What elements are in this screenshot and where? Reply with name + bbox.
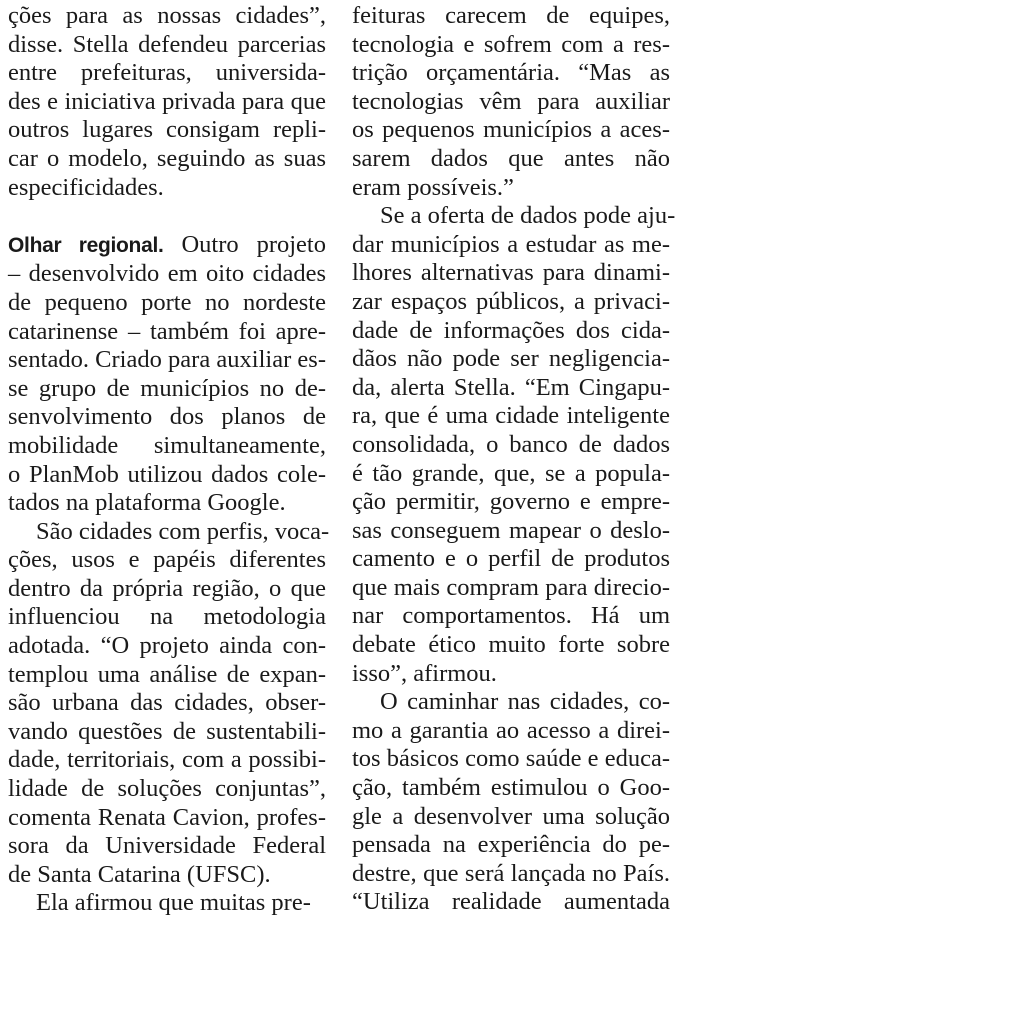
text-line: debate ético muito forte sobre xyxy=(352,631,670,659)
paragraph-continuation xyxy=(8,2,326,202)
text-line: feituras carecem de equipes, xyxy=(352,2,670,29)
text-line: ção permitir, governo e empre- xyxy=(352,488,670,516)
text-line: da, alerta Stella. “Em Cingapu- xyxy=(352,373,670,401)
article-column-right xyxy=(352,2,676,917)
text-line: vando questões de sustentabili- xyxy=(8,717,326,745)
text-line: ções para as nossas cidades”, xyxy=(8,2,326,29)
text-line: se grupo de municípios no de- xyxy=(8,374,326,402)
text-line: nar comportamentos. Há um xyxy=(352,602,670,630)
text-line: os pequenos municípios a aces- xyxy=(352,116,670,144)
text-line: dade, territoriais, com a possibi- xyxy=(8,746,326,774)
text-line: car o modelo, seguindo as suas xyxy=(8,144,326,172)
text-line: – desenvolvido em oito cidades xyxy=(8,260,326,288)
paragraph-olhar-regional xyxy=(8,231,326,518)
text-line-kicker xyxy=(8,231,326,261)
text-line: sarem dados que antes não xyxy=(352,144,670,172)
paragraph-caminhar xyxy=(352,688,670,917)
text-line: lidade de soluções conjuntas”, xyxy=(8,775,326,803)
text-line: tecnologia e sofrem com a res- xyxy=(352,30,670,58)
text-line: ra, que é uma cidade inteligente xyxy=(352,402,670,430)
text-line: isso”, afirmou. xyxy=(352,659,497,687)
text-line: mo a garantia ao acesso a direi- xyxy=(352,716,670,744)
article-column-left xyxy=(8,2,330,918)
text-fragment: Outro projeto xyxy=(163,230,326,258)
text-line: “Utiliza realidade aumentada xyxy=(352,888,670,916)
text-line: trição orçamentária. “Mas as xyxy=(352,59,670,87)
text-line: adotada. “O projeto ainda con- xyxy=(8,632,326,660)
text-line: sas conseguem mapear o deslo- xyxy=(352,516,670,544)
text-line: especificidades. xyxy=(8,173,164,201)
text-line: zar espaços públicos, a privaci- xyxy=(352,287,670,315)
text-line: sentado. Criado para auxiliar es- xyxy=(8,346,326,374)
text-line: O caminhar nas cidades, co- xyxy=(380,688,670,716)
text-line: tos básicos como saúde e educa- xyxy=(352,745,670,773)
paragraph-ela-afirmou xyxy=(8,889,326,918)
section-kicker: Olhar regional. xyxy=(8,233,164,257)
text-line: des e iniciativa privada para que xyxy=(8,87,326,115)
text-line: de Santa Catarina (UFSC). xyxy=(8,860,271,888)
text-line: tados na plataforma Google. xyxy=(8,489,286,517)
text-line: é tão grande, que, se a popula- xyxy=(352,459,670,487)
text-line: São cidades com perfis, voca- xyxy=(36,517,330,545)
text-line: camento e o perfil de produtos xyxy=(352,545,670,573)
text-line: dentro da própria região, o que xyxy=(8,574,326,602)
text-line: são urbana das cidades, obser- xyxy=(8,689,326,717)
text-line: Ela afirmou que muitas pre- xyxy=(36,889,311,917)
text-line: destre, que será lançada no País. xyxy=(352,859,670,887)
text-line: dãos não pode ser negligencia- xyxy=(352,345,670,373)
text-line: comenta Renata Cavion, profes- xyxy=(8,803,326,831)
text-line: outros lugares consigam repli- xyxy=(8,116,326,144)
text-line: o PlanMob utilizou dados cole- xyxy=(8,460,326,488)
section-spacer xyxy=(8,202,326,231)
text-line: pensada na experiência do pe- xyxy=(352,831,670,859)
text-line: de pequeno porte no nordeste xyxy=(8,288,326,316)
text-line: mobilidade simultaneamente, xyxy=(8,431,326,459)
text-line: sora da Universidade Federal xyxy=(8,832,326,860)
text-line: dade de informações dos cida- xyxy=(352,316,670,344)
text-line: consolidada, o banco de dados xyxy=(352,430,670,458)
text-line: entre prefeituras, universida- xyxy=(8,59,326,87)
text-line: gle a desenvolver uma solução xyxy=(352,802,670,830)
text-line: disse. Stella defendeu parcerias xyxy=(8,30,326,58)
text-line: senvolvimento dos planos de xyxy=(8,403,326,431)
text-line: influenciou na metodologia xyxy=(8,603,326,631)
text-line: catarinense – também foi apre- xyxy=(8,317,326,345)
text-line: tecnologias vêm para auxiliar xyxy=(352,87,670,115)
text-line: ções, usos e papéis diferentes xyxy=(8,546,326,574)
text-line: Se a oferta de dados pode aju- xyxy=(380,202,676,230)
paragraph-continuation xyxy=(352,2,670,202)
paragraph-oferta-de-dados xyxy=(352,202,676,688)
text-line: dar municípios a estudar as me- xyxy=(352,230,670,258)
text-line: ção, também estimulou o Goo- xyxy=(352,774,670,802)
text-line: que mais compram para direcio- xyxy=(352,573,670,601)
paragraph-sao-cidades xyxy=(8,517,330,890)
text-line: lhores alternativas para dinami- xyxy=(352,259,670,287)
text-line: eram possíveis.” xyxy=(352,173,514,201)
text-line: templou uma análise de expan- xyxy=(8,660,326,688)
